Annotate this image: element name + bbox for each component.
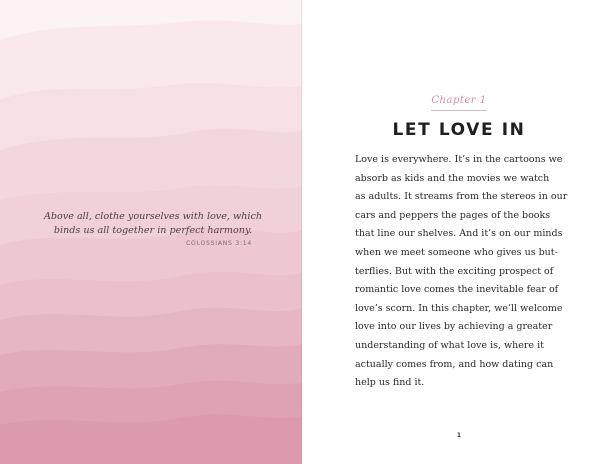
body-line: that line our shelves. And it’s on our minds xyxy=(355,228,563,240)
chapter-title: LET LOVE IN xyxy=(392,120,526,140)
chapter-label: Chapter 1 xyxy=(431,95,487,106)
body-line: love into our lives by achieving a greater xyxy=(355,321,553,333)
body-line: love’s scorn. In this chapter, we’ll welcome xyxy=(355,302,563,314)
body-line: Love is everywhere. It’s in the cartoons we xyxy=(355,154,563,165)
body-line: romantic love comes the inevitable fear of xyxy=(355,284,559,296)
epigraph-source: COLOSSIANS 3:14 xyxy=(186,240,252,247)
chapter-body-text xyxy=(355,151,571,393)
body-line: absorb as kids and the movies we watch xyxy=(355,172,550,184)
body-line: understanding of what love is, where it xyxy=(355,339,544,351)
right-page xyxy=(303,0,600,464)
body-line: when we meet someone who gives us but- xyxy=(355,246,558,258)
epigraph-text xyxy=(40,210,266,238)
body-line: help us find it. xyxy=(355,377,425,389)
body-line: as adults. It streams from the stereos in our xyxy=(355,191,568,203)
epigraph-quote xyxy=(40,210,266,247)
page-number: 1 xyxy=(456,432,462,439)
body-line: cars and peppers the pages of the books xyxy=(355,209,551,221)
epigraph-line: Above all, clothe yourselves with love, which xyxy=(43,211,263,222)
chapter-divider xyxy=(431,110,487,111)
body-line: terflies. But with the exciting prospect of xyxy=(355,265,554,277)
body-line: actually comes from, and how dating can xyxy=(355,358,554,370)
epigraph-line: binds us all together in perfect harmony. xyxy=(53,225,253,236)
